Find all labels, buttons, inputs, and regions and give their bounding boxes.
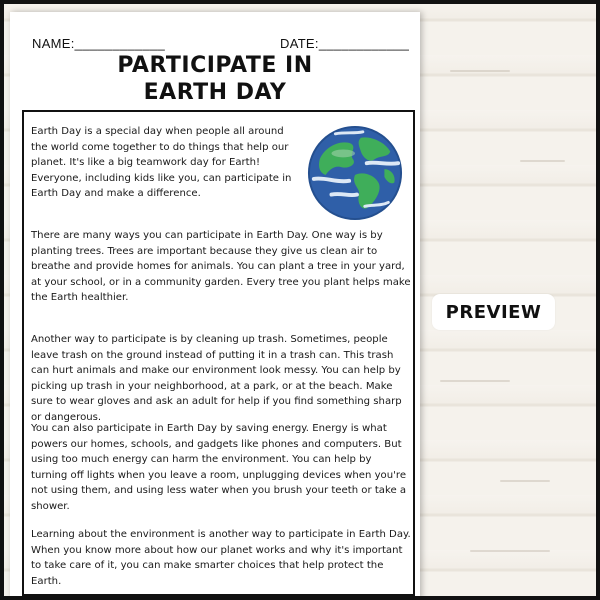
reading-passage-box (22, 110, 415, 596)
paragraph-saving-energy: You can also participate in Earth Day by saving energy. Energy is what powers our homes, schools, and gadgets like phones and computers. But using too much energy can harm the environment. You can help by turning off lights when you leave a room, unplugging devices when you're not using them, and using less water when you brush your teeth or take a shower. (31, 423, 407, 512)
date-field-label: DATE:____________ (280, 36, 410, 51)
worksheet-page (10, 12, 420, 600)
paragraph-planting-trees: There are many ways you can participate in Earth Day. One way is by planting trees. Trees are important because they give us clean air to breathe and provide homes for animals. You can plant a tree in your yard, at your school, or in a community garden. Every tree you plant helps make the Earth healthier. (31, 230, 411, 304)
title-line-1: PARTICIPATE IN (117, 53, 313, 78)
title-line-2: EARTH DAY (143, 80, 287, 105)
name-field-label: NAME:____________ (32, 36, 166, 51)
worksheet-title (10, 52, 420, 106)
earth-globe-icon (306, 124, 404, 222)
intro-paragraph: Earth Day is a special day when people all around the world come together to do things that help our planet. It's like a big teamwork day for Earth! Everyone, including kids like you, can participate in Earth Day and make a difference. (31, 126, 292, 200)
preview-badge: PREVIEW (432, 294, 555, 330)
paragraph-learning-environment: Learning about the environment is another way to participate in Earth Day. When you know more about how our planet works and why it's important to take care of it, you can make smarter choices that help protect the Earth. (31, 529, 411, 587)
paragraph-cleaning-trash: Another way to participate is by cleaning up trash. Sometimes, people leave trash on the ground instead of putting it in a trash can. This trash can hurt animals and make our environment look messy. You can help by picking up trash in your neighborhood, at a park, or at the beach. Make sure to wear gloves and ask an adult for help if you find something sharp or dangerous. (31, 334, 402, 423)
